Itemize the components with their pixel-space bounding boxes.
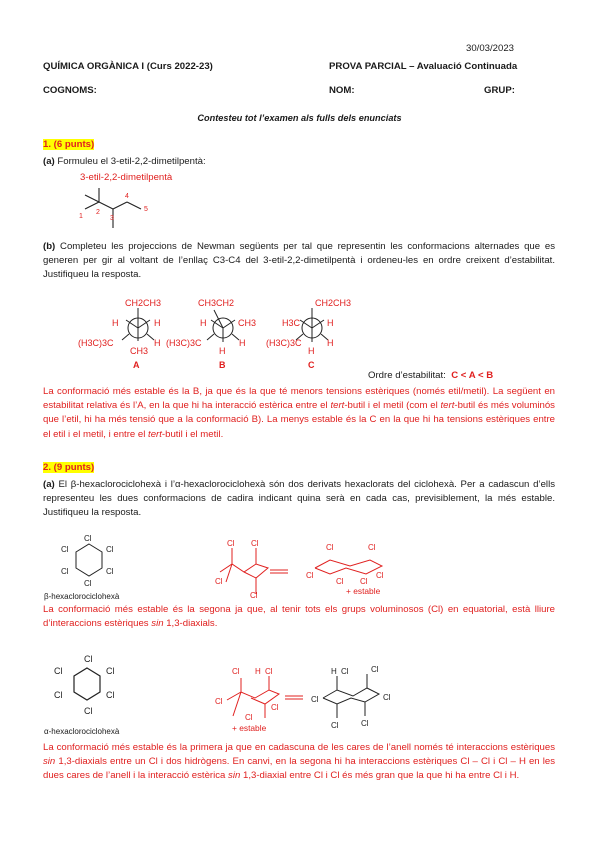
beta-stable-label: + estable [346,586,381,596]
name-label: NOM: [329,85,355,96]
svg-text:Cl: Cl [54,666,63,676]
alpha-hexachlorocyclohexane-structure [44,650,134,720]
stability-order: Ordre d’estabilitat: C < A < B [368,370,494,381]
svg-text:Cl: Cl [265,667,273,676]
answer-fragment: La conformació més estable és la segona ja que, al tenir tots els grups voluminosos (Cl) en equatorial, està lliure d’interaccions estèriques [43,604,555,630]
svg-text:Cl: Cl [251,539,259,548]
svg-text:Cl: Cl [54,690,63,700]
newman-C-bl: (H3C)3C [266,338,302,348]
svg-text:Cl: Cl [227,539,235,548]
svg-text:Cl: Cl [271,703,279,712]
svg-text:Cl: Cl [360,577,368,586]
answer-fragment: La conformació més estable és la primera ja que en cadascuna de les cares de l’anell només té interaccions estèriques [43,742,555,753]
beta-answer [43,603,555,631]
answer-fragment: 1,3-diaxials entre un Cl i dos hidrògens. En canvi, en la segona hi ha interaccions estèriques Cl – Cl i Cl – H en les dues cares de l’anell i la interacció estèrica [43,756,555,782]
svg-text:Cl: Cl [84,706,93,716]
svg-text:Cl: Cl [371,665,379,674]
newman-B-top: CH3CH2 [198,298,235,308]
newman-A-bl: (H3C)3C [78,338,114,348]
svg-text:Cl: Cl [84,654,93,664]
q1a-question: (a) Formuleu el 3-etil-2,2-dimetilpentà: [43,156,206,167]
q2-heading: 2. (9 punts) [43,462,95,473]
group-label: GRUP: [484,85,515,96]
svg-text:Cl: Cl [106,567,114,576]
newman-A [78,298,161,370]
course-title: QUÍMICA ORGÀNICA I (Curs 2022-23) [43,61,213,72]
newman-A-bottom: CH3 [130,346,149,356]
newman-A-br: H [154,338,161,348]
exam-title: PROVA PARCIAL – Avaluació Continuada [329,61,518,72]
svg-text:Cl: Cl [326,543,334,552]
newman-C-top: CH2CH3 [315,298,352,308]
newman-B-left: H [200,318,207,328]
skeletal-formula [75,186,165,236]
svg-text:Cl: Cl [61,567,69,576]
beta-hexachlorocyclohexane-structure [44,532,124,594]
svg-text:Cl: Cl [232,667,240,676]
beta-name: β-hexaclorociclohexà [44,592,120,601]
svg-text:Cl: Cl [106,666,115,676]
svg-text:Cl: Cl [306,571,314,580]
answer-fragment: sin [43,756,56,768]
answer-fragment: tert [440,400,455,412]
answer-fragment: tert [330,400,345,412]
newman-B-br: H [239,338,246,348]
svg-text:Cl: Cl [341,667,349,676]
svg-text:Cl: Cl [61,545,69,554]
svg-text:Cl: Cl [215,697,223,706]
svg-text:H: H [255,667,261,676]
newman-projections [30,296,370,376]
answer-fragment: sin [228,770,241,782]
answer-fragment: 1,3-diaxial entre Cl i Cl és més gran que la que hi ha entre Cl i H. [240,770,520,782]
newman-C-left: H3C [282,318,301,328]
exam-date: 30/03/2023 [466,43,515,54]
svg-text:H: H [331,667,337,676]
alpha-name: α-hexaclorociclohexà [44,727,120,736]
answer-fragment: -butil és més voluminós que l’etil, hi ha més tensió que a la conformació B). La menys estable és la C en la que hi ha tensions estèriques entre el etil i el metil, i entre el [43,400,555,440]
carbon-number-5: 5 [144,206,148,213]
newman-B-label: B [219,360,226,370]
svg-text:Cl: Cl [376,571,384,580]
svg-text:Cl: Cl [84,579,92,588]
alpha-answer [43,741,555,784]
newman-C [266,298,351,370]
svg-text:Cl: Cl [245,713,253,722]
newman-C-br: H [327,338,334,348]
svg-text:Cl: Cl [331,721,339,730]
newman-A-left: H [112,318,119,328]
newman-B [166,298,256,370]
instructions: Contesteu tot l’examen als fulls dels enunciats [197,113,402,123]
answer-fragment: -butil i el metil. [161,428,224,440]
q1b-question: (b) Completeu les projeccions de Newman següents per tal que representin les conformacions alternades que es generen per gir al voltant de l’enllaç C3-C4 del 3-etil-2,2-dimetilpentà i ordeneu-les en ordre creixent d’estabilitat. Justifiqueu la resposta. [43,241,556,281]
carbon-number-4: 4 [125,193,129,200]
newman-B-right: CH3 [238,318,257,328]
q1-heading: 1. (6 punts) [43,139,95,150]
newman-A-label: A [133,360,140,370]
svg-text:Cl: Cl [106,690,115,700]
newman-A-right: H [154,318,161,328]
svg-text:Cl: Cl [215,577,223,586]
newman-B-bl: (H3C)3C [166,338,202,348]
carbon-number-1: 1 [79,213,83,220]
alpha-stable-label: + estable [232,723,267,733]
newman-C-label: C [308,360,315,370]
q1-answer [43,385,555,442]
svg-text:Cl: Cl [361,719,369,728]
newman-C-bottom: H [308,346,315,356]
newman-C-right: H [327,318,334,328]
answer-fragment: La conformació més estable és la B, ja que és la que té menors tensions estèriques (només etil/metil). La següent en estabilitat relativa és l’A, en la que hi ha interacció estèrica entre el [43,386,555,412]
q1a-answer: 3-etil-2,2-dimetilpentà [80,172,173,183]
svg-text:Cl: Cl [84,534,92,543]
svg-text:Cl: Cl [383,693,391,702]
carbon-number-3: 3 [110,215,114,222]
svg-text:Cl: Cl [311,695,319,704]
answer-fragment: tert [148,428,162,440]
svg-text:Cl: Cl [106,545,114,554]
q2a-question: (a) El β-hexaclorociclohexà i l’α-hexaclorociclohexà són dos derivats hexaclorats del ciclohexà. Per a cadascun d’ells representeu les dues conformacions de cadira indicant quina serà en cada cas, previsiblement, la més estable. Justifiqueu la resposta. [43,479,555,519]
answer-fragment: 1,3-diaxials. [163,618,218,630]
carbon-number-2: 2 [96,209,100,216]
svg-text:Cl: Cl [250,591,258,600]
svg-text:Cl: Cl [336,577,344,586]
newman-A-top: CH2CH3 [125,298,162,308]
newman-B-bottom: H [219,346,226,356]
surnames-label: COGNOMS: [43,85,97,96]
answer-fragment: -butil i el metil (com el [344,400,441,412]
answer-fragment: sin [151,618,164,630]
svg-text:Cl: Cl [368,543,376,552]
